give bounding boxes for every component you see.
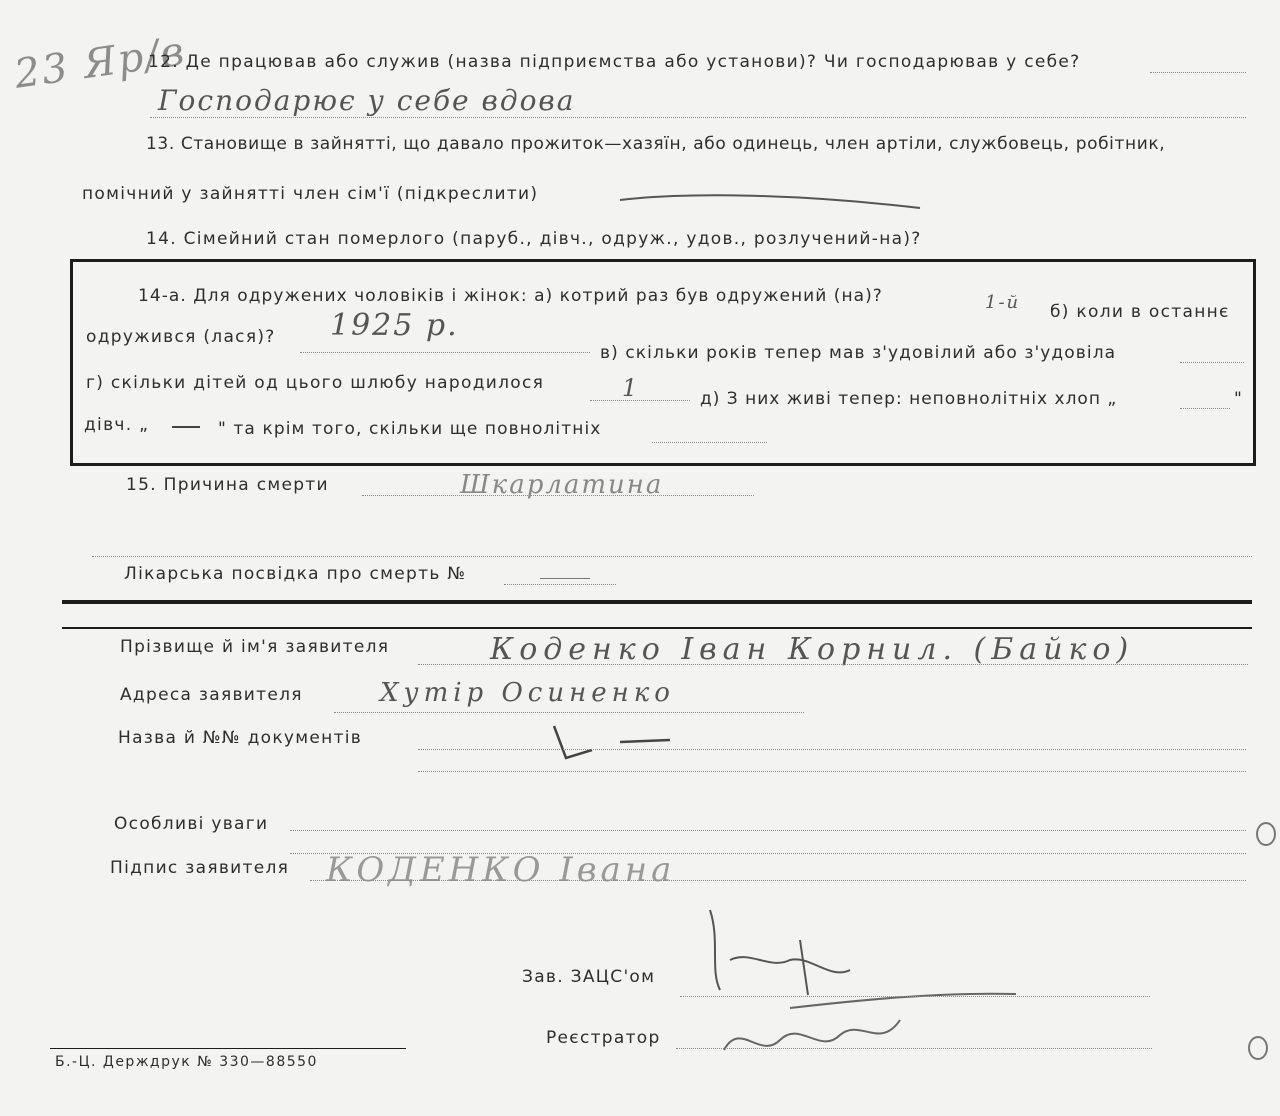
q15-dotline-1 — [362, 495, 754, 496]
q14a-line3-dotline-2 — [1180, 408, 1230, 409]
footer-print-info: Б.-Ц. Держдрук № 330—88550 — [55, 1054, 318, 1070]
registrar-dotline — [676, 1048, 1152, 1049]
medical-cert-label: Лікарська посвідка про смерть № — [124, 564, 467, 584]
q14a-marriage-year: 1925 р. — [330, 308, 459, 343]
q14a-line3-close-quote: " — [1234, 389, 1244, 409]
remarks-dotline-1 — [290, 830, 1246, 831]
q13-answer-stroke — [600, 188, 940, 218]
q14a-line1-answer: 1-й — [985, 292, 1021, 313]
q14a-children-count: 1 — [622, 374, 640, 402]
footer-rule — [50, 1048, 406, 1049]
q12-dotline-2 — [150, 117, 1246, 118]
applicant-name-dotline — [418, 664, 1248, 665]
separator-rule-thick — [62, 600, 1252, 604]
q14a-line4-label-b: " та крім того, скільки ще повнолітніх — [218, 419, 602, 439]
q14a-line2-dotline-2 — [1180, 362, 1244, 363]
medical-cert-dash — [540, 578, 590, 579]
q12-label: 12. Де працював або служив (назва підприємства або установи)? Чи господарював у себе? — [148, 52, 1081, 72]
q14a-girls-dash — [172, 426, 200, 428]
registrar-signature — [710, 1000, 910, 1070]
applicant-address-label: Адреса заявителя — [120, 685, 303, 705]
q13-label-line2: помічний у зайнятті член сім'ї (підкреслити) — [82, 184, 539, 204]
applicant-name-label: Прізвище й ім'я заявителя — [120, 637, 390, 657]
q14-label: 14. Сімейний стан померлого (паруб., дівч., одруж., удов., розлучений-на)? — [146, 229, 922, 249]
q12-answer: Господарює у себе вдова — [158, 84, 576, 117]
margin-note: 23 Яр/в — [11, 28, 189, 98]
q14a-line2-label: одружився (лася)? — [86, 327, 276, 347]
applicant-signature-label: Підпис заявителя — [110, 858, 290, 878]
q14a-line2-label-b: в) скільки років тепер мав з'удовілий або з'удовіла — [600, 343, 1117, 363]
q14a-line1-label: 14-а. Для одружених чоловіків і жінок: а) котрий раз був одружений (на)? — [138, 286, 883, 306]
q14a-line4-label: дівч. „ — [84, 415, 150, 435]
q14a-line4-dotline — [652, 442, 767, 443]
remarks-label: Особливі уваги — [114, 814, 269, 834]
q14a-line3-dotline — [590, 400, 690, 401]
applicant-address-dotline — [334, 712, 804, 713]
binding-hole-2 — [1248, 1036, 1268, 1060]
q15-label: 15. Причина смерти — [126, 475, 329, 495]
applicant-name-value: Коденко Іван Корнил. (Байко) — [490, 632, 1135, 667]
separator-rule-thin — [62, 627, 1252, 629]
q14a-line2-dotline — [300, 352, 590, 353]
zags-head-label: Зав. ЗАЦС'ом — [522, 967, 656, 987]
applicant-docs-dotline-2 — [418, 771, 1246, 772]
medical-cert-dotline — [504, 584, 616, 585]
q14a-line1-label-b: б) коли в останнє — [1050, 302, 1230, 322]
q15-answer: Шкарлатина — [460, 470, 664, 500]
registrar-label: Реєстратор — [546, 1028, 661, 1048]
applicant-signature-value: КОДЕНКО Івана — [326, 850, 676, 890]
applicant-docs-stroke — [540, 720, 680, 770]
applicant-docs-label: Назва й №№ документів — [118, 728, 363, 748]
q12-dotline-1 — [1150, 72, 1246, 73]
q13-label-line1: 13. Становище в зайнятті, що давало прожиток—хазяїн, або одинець, член артіли, службовець, робітник, — [146, 134, 1166, 154]
q15-dotline-2 — [92, 556, 1252, 557]
binding-hole-1 — [1256, 822, 1276, 846]
applicant-docs-dotline-1 — [418, 749, 1246, 750]
applicant-signature-dotline — [310, 880, 1246, 881]
q14a-line3-label: г) скільки дітей од цього шлюбу народилося — [86, 373, 545, 393]
q14a-line3-label-b: д) З них живі тепер: неповнолітніх хлоп „ — [700, 389, 1118, 409]
applicant-address-value: Хутір Осиненко — [380, 678, 675, 708]
zags-head-dotline — [680, 996, 1150, 997]
